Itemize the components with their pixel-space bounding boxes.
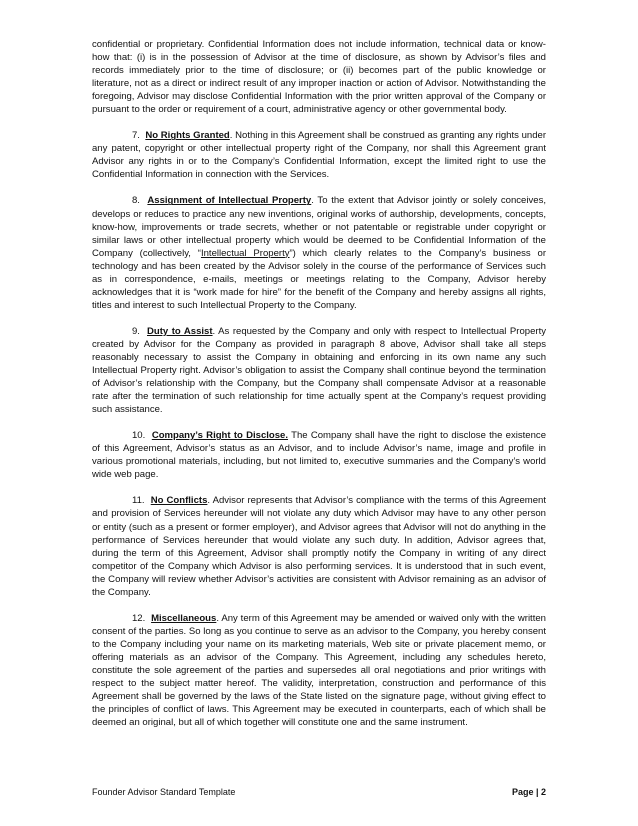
section-text: . Any term of this Agreement may be amended or waived only with the written consent of the parties. So long as you continue to serve as an advisor to the Company, you hereby consent to the Company including your name on its marketing materials, Web site or private placement memo, or offering materials as an advisor of the Company. This Agreement, including any schedules hereto, constitute the sole agreement of the parties and supersedes all oral negotiations and prior writings with respect to the subject matter hereof. The validity, interpretation, construction and performance of this Agreement shall be governed by the laws of the State listed on the signature page, without giving effect to the principles of conflict of laws. This Agreement may be executed in counterparts, each of which shall be deemed an original, but all of which together will constitute one and the same instrument. — [92, 612, 546, 729]
page-number: Page | 2 — [511, 787, 546, 797]
section-text: . As requested by the Company and only with respect to Intellectual Property created by Advisor for the Company as provided in paragraph 8 above, Advisor shall take all steps reasonably necessary to assist the Company in obtaining and enforcing in its own name any such Intellectual Property right. Advisor’s obligation to assist the Company shall continue beyond the termination of Advisor’s relationship with the Company, but the Company shall compensate Advisor at a reasonable rate after the termination of such relationship for time actually spent at the Company’s request providing such assistance. — [92, 325, 546, 416]
section-text: The Company shall have the right to disclose the existence of this Agreement, Advisor’s status as an Advisor, and to include Advisor’s name, image and profile in various promotional materials, including, but not limited to, executive summaries and the Company’s world wide web page. — [92, 430, 547, 481]
document-body — [92, 38, 546, 742]
section-heading: No Conflicts — [150, 495, 208, 507]
section-number: 7. — [132, 130, 140, 142]
section-8 — [92, 194, 546, 311]
section-number: 12. — [132, 612, 146, 624]
section-heading: Duty to Assist — [147, 325, 213, 337]
section-heading: Company’s Right to Disclose. — [151, 430, 289, 442]
section-heading: Assignment of Intellectual Property — [147, 195, 312, 207]
footer-title: Founder Advisor Standard Template — [92, 787, 236, 797]
section-heading: Miscellaneous — [151, 612, 217, 624]
section-number: 10. — [132, 430, 146, 442]
page-footer — [92, 786, 546, 798]
defined-term: Intellectual Property — [200, 247, 290, 259]
section-text: ”) which clearly relates to the Company’s business or technology and has been created by the Advisor solely in the course of the performance of Services such as in correspondence, e-mails, meetings or meetings relating to the Company, Advisor hereby acknowledges that it is “work made for hire” for the benefit of the Company and hereby assigns all rights, titles and interest to such Intellectual Property to the Company. — [92, 247, 547, 311]
intro-paragraph: confidential or proprietary. Confidential Information does not include information, technical data or know-how that: (i) is in the possession of Advisor at the time of disclosure, as shown by Advisor’s files and records immediately prior to the time of disclosure; or (ii) becomes part of the public knowledge or literature, not as a direct or indirect result of any improper inaction or action of Advisor. Notwithstanding the foregoing, Advisor may disclose Confidential Information with the prior written approval of the Company or pursuant to the order or requirement of a court, administrative agency or other governmental body. — [92, 39, 546, 116]
section-7 — [92, 129, 546, 181]
section-text: . Advisor represents that Advisor’s compliance with the terms of this Agreement and provision of Services hereunder will not violate any duty which Advisor may have to any other person or entity (such as a present or former employer), and Advisor agrees that Advisor will not do anything in the performance of Services hereunder that would violate any such duty. In addition, Advisor agrees that, during the term of this Agreement, Advisor shall promptly notify the Company in writing of any direct competitor of the Company which Advisor is also performing services. It is understood that in such event, the Company will review whether Advisor’s activities are consistent with Advisor remaining as an advisor of the Company. — [92, 495, 547, 598]
section-number: 9. — [132, 325, 140, 337]
section-11 — [92, 494, 546, 598]
section-10 — [92, 429, 546, 481]
section-text: . To the extent that Advisor jointly or solely conceives, develops or reduces to practice any new inventions, original works of authorship, developments, concepts, know-how, improvements or trade secrets, whether or not patentable or registrable under copyright or similar laws or other intellectual property which would be deemed to be Confidential Information of the Company (collectively, “ — [92, 195, 546, 259]
section-number: 8. — [132, 195, 140, 207]
section-12 — [92, 612, 546, 729]
section-9 — [92, 325, 546, 416]
section-text: . Nothing in this Agreement shall be construed as granting any rights under any patent, copyright or other intellectual property right of the Company, nor shall this Agreement grant Advisor any rights in or to the Company’s Confidential Information, except the limited right to use the Confidential Information in connection with the Services. — [92, 130, 547, 181]
section-heading: No Rights Granted — [145, 130, 230, 142]
section-number: 11. — [132, 495, 145, 507]
